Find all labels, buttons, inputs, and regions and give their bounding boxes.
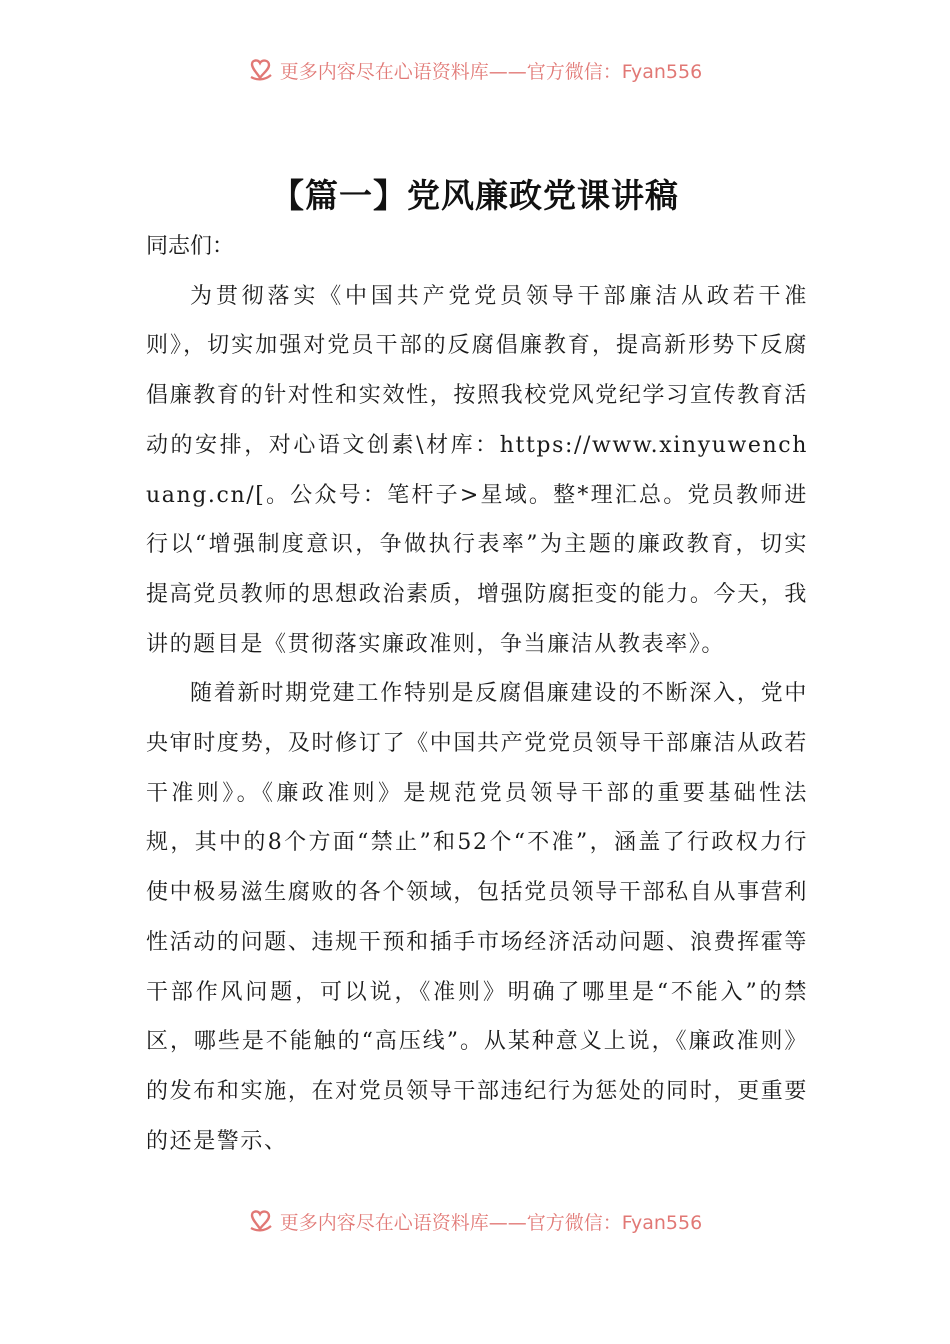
- body-paragraph: 为贯彻落实《中国共产党党员领导干部廉洁从政若干准则》，切实加强对党员干部的反腐倡廉教育，提高新形势下反腐倡廉教育的针对性和实效性，按照我校党风党纪学习宣传教育活动的安排，对心语文创素\材库：https://www.xinyuwenchuang.cn/[。公众号：笔杆子>星域。整*理汇总。党员教师进行以“增强制度意识，争做执行表率”为主题的廉政教育，切实提高党员教师的思想政治素质，增强防腐拒变的能力。今天，我讲的题目是《贯彻落实廉政准则，争当廉洁从教表率》。: [146, 283, 808, 657]
- document-body: [146, 222, 808, 1166]
- document-title: 【篇一】党风廉政党课讲稿: [271, 176, 679, 215]
- watermark-text: 更多内容尽在心语资料库——官方微信：Fyan556: [279, 60, 703, 83]
- body-paragraph: 随着新时期党建工作特别是反腐倡廉建设的不断深入，党中央审时度势，及时修订了《中国共产党党员领导干部廉洁从政若干准则》。《廉政准则》是规范党员领导干部的重要基础性法规，其中的8个方面“禁止”和52个“不准”，涵盖了行政权力行使中极易滋生腐败的各个领域，包括党员领导干部私自从事营利性活动的问题、违规干预和插手市场经济活动问题、浪费挥霍等干部作风问题，可以说，《准则》明确了哪里是“不能入”的禁区，哪些是不能触的“高压线”。从某种意义上说，《廉政准则》的发布和实施，在对党员领导干部违纪行为惩处的同时，更重要的还是警示、: [146, 681, 808, 1154]
- brand-logo-icon: [248, 1208, 274, 1234]
- brand-logo-icon: [248, 57, 274, 83]
- watermark-footer: [0, 1201, 950, 1241]
- watermark-header: [0, 50, 950, 90]
- watermark-text: 更多内容尽在心语资料库——官方微信：Fyan556: [279, 1211, 703, 1234]
- salutation: 同志们：: [146, 234, 235, 259]
